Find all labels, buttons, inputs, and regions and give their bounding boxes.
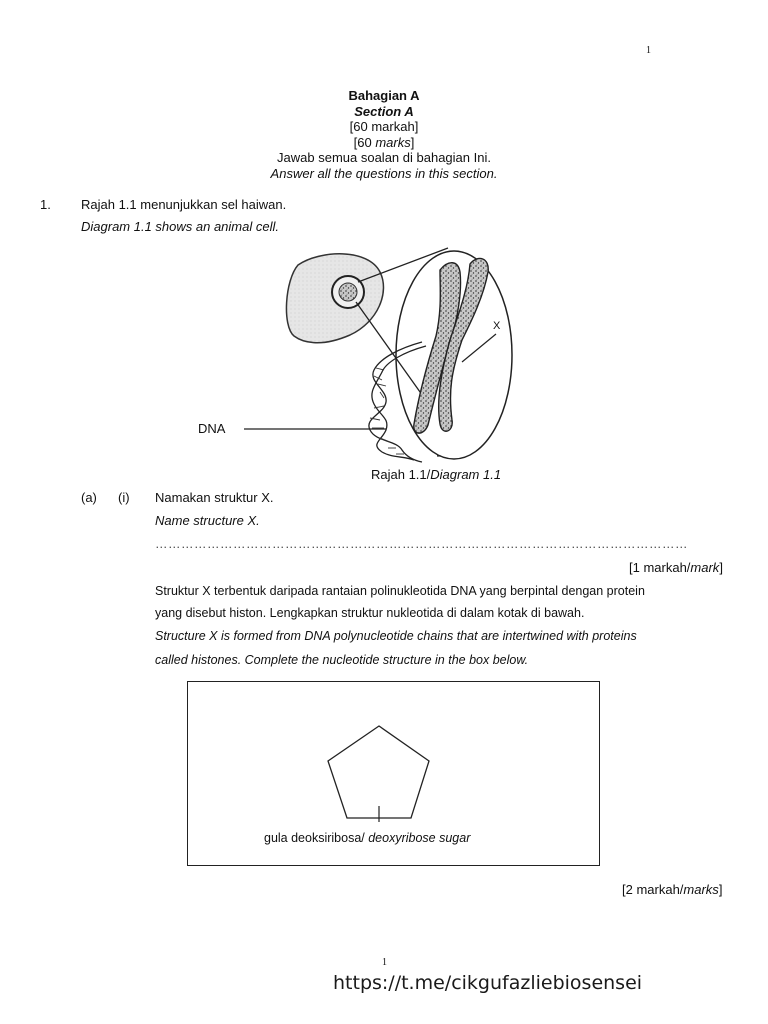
label-dna: DNA — [198, 421, 226, 436]
part-a-i-label: (i) — [118, 490, 130, 505]
section-title-ms: Bahagian A — [348, 88, 420, 103]
question-number: 1. — [40, 197, 51, 212]
page-number-top: 1 — [646, 45, 651, 56]
part-a-ii-text-en-1: Structure X is formed from DNA polynucleotide chains that are intertwined with proteins — [155, 629, 637, 643]
part-a-ii-marks: [2 markah/marks] — [622, 882, 723, 897]
instruction-ms: Jawab semua soalan di bahagian Ini. — [277, 150, 491, 165]
deoxyribose-label: gula deoksiribosa/ deoxyribose sugar — [264, 831, 471, 845]
page-number-bottom: 1 — [382, 957, 387, 968]
animal-cell-diagram — [190, 240, 530, 465]
part-a-i-text-ms: Namakan struktur X. — [155, 490, 274, 505]
part-a-label: (a) — [81, 490, 97, 505]
part-a-i-text-en: Name structure X. — [155, 513, 260, 528]
part-a-ii-text-en-2: called histones. Complete the nucleotide structure in the box below. — [155, 653, 529, 667]
deoxyribose-pentagon — [326, 722, 436, 822]
question-intro-ms: Rajah 1.1 menunjukkan sel haiwan. — [81, 197, 287, 212]
part-a-ii-text-ms-2: yang disebut histon. Lengkapkan struktur nukleotida di dalam kotak di bawah. — [155, 606, 585, 620]
telegram-link[interactable]: https://t.me/cikgufazliebiosensei — [333, 972, 643, 994]
label-x: X — [493, 320, 501, 332]
nucleotide-answer-box[interactable] — [187, 681, 600, 866]
question-intro-en: Diagram 1.1 shows an animal cell. — [81, 219, 279, 234]
answer-line[interactable]: …………………………………………………………………………………………………………… — [155, 537, 688, 551]
instruction-en: Answer all the questions in this section. — [270, 165, 498, 181]
section-header — [234, 88, 534, 181]
part-a-ii-text-ms-1: Struktur X terbentuk daripada rantaian polinukleotida DNA yang berpintal dengan protein — [155, 584, 645, 598]
part-a-i-marks: [1 markah/mark] — [629, 560, 723, 575]
diagram-caption: Rajah 1.1/Diagram 1.1 — [371, 467, 502, 482]
section-marks-ms: [60 markah] — [349, 119, 419, 134]
section-title-en: Section A — [354, 103, 414, 119]
section-marks-en: [60 marks] — [353, 134, 415, 150]
